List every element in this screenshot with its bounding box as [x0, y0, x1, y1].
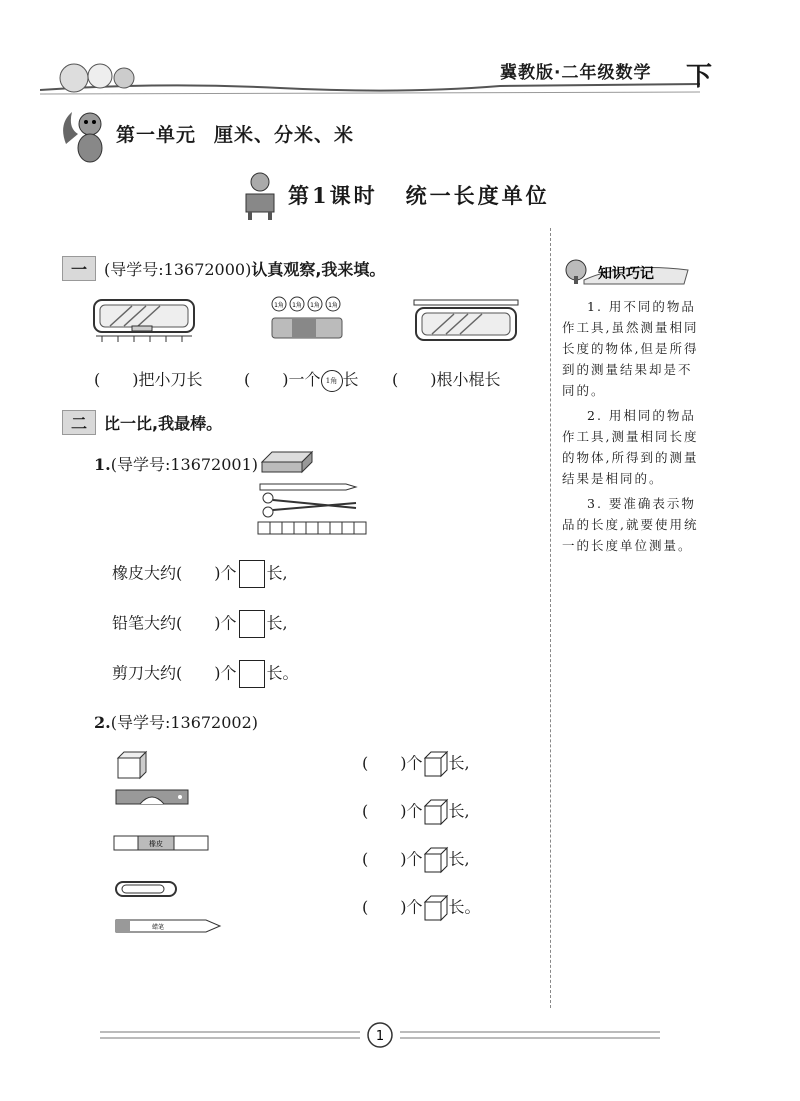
lesson-label: 第1课时 [288, 183, 378, 208]
section1-answer-2[interactable]: ( )一个 1角 长 [244, 367, 359, 392]
page-number: 1 [375, 1029, 385, 1044]
coin-label: 1角 [274, 302, 284, 309]
cube-icon [423, 750, 449, 778]
section1-title: 认真观察,我来填。 [251, 260, 386, 279]
q2-answer-1[interactable]: ( )个 长, [362, 750, 470, 778]
eraser-label: 橡皮 [149, 840, 163, 848]
q1-answer-scissors[interactable]: 剪刀大约( )个 长。 [112, 660, 299, 688]
teacher-desk-icon [240, 168, 280, 220]
q1-objects-figure [256, 448, 368, 540]
tips-title: 知识巧记 [598, 266, 654, 282]
unit-title [116, 120, 372, 147]
tips-content [562, 296, 702, 560]
lesson-name: 统一长度单位 [405, 183, 550, 208]
section1-answer-1[interactable]: ( )把小刀长 [94, 370, 203, 389]
section1-header [62, 256, 385, 281]
coin-label: 1角 [328, 302, 338, 309]
unit-square-icon [239, 660, 265, 688]
q2-answer-3[interactable]: ( )个 长, [362, 846, 470, 874]
q1-answer-pencil[interactable]: 铅笔大约( )个 长, [112, 610, 288, 638]
tip-item: 2. 用相同的物品作工具,测量相同长度的物体,所得到的测量结果是相同的。 [562, 408, 699, 486]
tips-badge [562, 256, 692, 286]
column-divider [550, 228, 551, 1008]
section2-badge: 二 [62, 410, 96, 435]
tip-item: 1. 用不同的物品作工具,虽然测量相同长度的物体,但是所得到的测量结果却是不同的。 [562, 299, 699, 398]
pencil-case-stick-figure [412, 296, 522, 346]
unit-name: 厘米、分米、米 [214, 124, 355, 146]
cube-icon [423, 894, 449, 922]
q1-header: 1.(导学号:13672001) [94, 455, 259, 474]
coin-icon: 1角 [321, 370, 343, 392]
section1-guide: (导学号:13672000) [104, 260, 252, 279]
header-volume: 下 [686, 62, 713, 92]
q2-answer-2[interactable]: ( )个 长, [362, 798, 470, 826]
section2-header [62, 410, 222, 435]
section2-title: 比一比,我最棒。 [104, 414, 223, 433]
unit-square-icon [239, 610, 265, 638]
coin-label: 1角 [292, 302, 302, 309]
q2-header: 2.(导学号:13672002) [94, 713, 259, 732]
header-title: 冀教版·二年级数学 [500, 63, 652, 83]
header-logo-icon [44, 52, 154, 96]
pencil-case-knife-figure [92, 296, 200, 346]
q1-answer-eraser[interactable]: 橡皮大约( )个 长, [112, 560, 288, 588]
section1-badge: 一 [62, 256, 96, 281]
unit-label: 第一单元 [116, 124, 197, 146]
tip-item: 3. 要准确表示物品的长度,就要使用统一的长度单位测量。 [562, 496, 699, 553]
section1-answer-3[interactable]: ( )根小棍长 [392, 370, 501, 389]
footer-decoration [60, 1012, 700, 1062]
lesson-title [288, 180, 578, 210]
q2-answer-4[interactable]: ( )个 长。 [362, 894, 481, 922]
coins-eraser-figure [270, 296, 344, 342]
cube-icon [423, 798, 449, 826]
pen-label: 蜡笔 [152, 924, 165, 931]
unit-square-icon [239, 560, 265, 588]
q2-objects-figure [110, 748, 226, 938]
cube-icon [423, 846, 449, 874]
squirrel-icon [58, 104, 110, 166]
coin-label: 1角 [310, 302, 320, 309]
